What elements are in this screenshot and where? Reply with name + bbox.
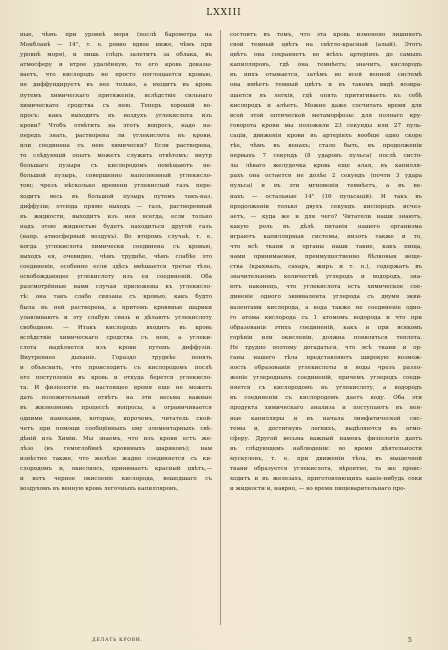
text-line: большой пузырь, совершенно наполненный углекисло- [20, 173, 212, 180]
text-line: путемъ химическаго притяженія, вслѣдствіе сильнаго [20, 92, 212, 99]
text-line: четъ при помощи сообщённыхъ ему элементарныхъ свѣ- [20, 425, 212, 432]
text-line: въ слѣдующемъ наблюденіи: во время дѣятельности [230, 445, 422, 452]
text-line: диненіе одного эквивалента углерода съ двумя экви- [230, 294, 422, 301]
text-line: темы и, достигнувъ легкихъ, выдѣляются въ атмо- [230, 425, 422, 432]
text-line: свой темный цвѣтъ на свѣтло-красный (алый). Этотъ [230, 42, 422, 49]
text-line: говорота крови мы положили 23 секунды или 27 пуль- [230, 122, 422, 129]
text-line: его поступленія въ кровь и откуда берется углекисло- [20, 375, 212, 382]
text-line: Не трудно поэтому догадаться, что всѣ ткани и ор- [230, 344, 422, 351]
text-line: Внутреннее дыханіе. Гораздо труднѣе понять [20, 355, 212, 361]
text-line: нами принимаемая, преимущественно бѣлковыя веще- [230, 254, 422, 261]
text-line: ства (крахмалъ, сахаръ, жиръ и т. п.), содержатъ въ [230, 264, 422, 271]
text-line: го атома кислорода съ 1 атомомъ водорода и что при [230, 314, 422, 321]
text-line: валентами кислорода, а вода также не соединеніе одно- [230, 304, 422, 311]
text-line: тѣ: она такъ слабо связана съ кровью, какъ будто [20, 294, 212, 301]
text-line: мускуловъ, т. е. при движеніи тѣла, въ мышечной [230, 455, 422, 462]
text-line: Монбланѣ — 14", т. е. ровно вдвое ниже, чѣмъ при [20, 42, 212, 49]
text-line: одними намеками, которые, впрочемъ, читатель ской- [20, 415, 212, 422]
text-line: слородомъ и, окисляясь, принимаетъ красный цвѣтъ,— [20, 466, 212, 473]
text-line: передъ знать, растворена ли углекислота въ крови, [20, 132, 212, 139]
text-line: ваетъ, что кислородъ не просто поглощается кровью, [20, 72, 212, 79]
text-line: химическаго сродства съ нею. Теперь хорошій во- [20, 102, 212, 109]
text-line: первыхъ 7 секундъ (8 ударовъ пульса) послѣ систо- [230, 153, 422, 160]
text-line: рахъ она остается не долѣе 2 секундъ (почти 3 удара [230, 173, 422, 180]
text-line: сферу. Другой весьма важный намекъ физіологія даетъ [230, 435, 422, 442]
text-line: извѣстно также, что желѣзо жадно соединяется съ ки- [20, 455, 212, 462]
text-line: вслѣдствіе химическаго сродства съ нею, а углеки- [20, 334, 212, 341]
text-line: слота выдѣляется изъ крови путемъ диффузіи. [20, 344, 212, 351]
text-line: играютъ капиллярныя системы, низоть также и то, [230, 233, 422, 240]
text-line: была въ ней растворена, а притомъ кровяные шарики [20, 304, 212, 311]
text-line: или соединена съ нею химически? Если растворена, [20, 143, 212, 150]
text-line: соединеніе, особенно если здѣсь вмѣшается третье тѣло, [20, 264, 212, 271]
text-line: диффузіи; отсюда прямо выходъ — газъ, растворенный [20, 203, 212, 210]
text-line: какую роль въ дѣлѣ питанія нашего организма [230, 223, 422, 230]
text-line: свободною. — Итакъ кислородъ входитъ въ кровь [20, 324, 212, 331]
right-column [230, 30, 422, 494]
text-line: дѣній изъ Химіи. Мы знаемъ, что изъ крови естъ же- [20, 435, 212, 442]
text-line: и вотъ черное окисленіе кислорода, вошедшаго съ [20, 476, 212, 483]
text-line: значительномъ количествѣ углеродъ и водородъ, зна- [230, 274, 422, 281]
text-line: саціи, движенія крови въ артеріяхъ вообще одно скоре [230, 132, 422, 139]
column-divider [220, 30, 221, 625]
text-line: тѣе, чѣмъ въ венахъ; стало быть, въ продолженіи [230, 143, 422, 150]
text-line: то слѣдующій опытъ можетъ служить отвѣтомъ: внутр [20, 153, 212, 160]
text-line: цвѣтъ она сохраняетъ во всѣхъ артеріяхъ до самыхъ [230, 52, 422, 59]
text-line: дать положительный отвѣтъ на эти весьма важные [20, 395, 212, 402]
text-line: разсмотрённые нами случая приложены къ углекисло- [20, 284, 212, 291]
text-line: она имѣетъ темный цвѣтъ и въ такомъ видѣ возвра- [230, 82, 422, 89]
footer-signature: ДЕЛАТЬ КРОВИ. [92, 638, 143, 643]
text-line: крови? Чтобъ отвѣтить на этотъ вопросъ, надо на- [20, 122, 212, 129]
text-line: образованіи этихъ соединеній, какъ и при всякомъ [230, 324, 422, 331]
text-line: уровнѣ моря), и лишь слѣдъ залетитъ за облака, въ [20, 52, 212, 59]
text-line: выходъ ея, очевидно, чѣмъ труднѣе, чѣмъ слабѣе это [20, 254, 212, 261]
text-line: та. И физіологія въ настоящее время еще не можетъ [20, 385, 212, 392]
text-line: аетъ, — куда же и для чего? Читатели наши знаютъ, [230, 213, 422, 220]
text-line: няется съ кислородомъ въ углекислоту, а водородъ [230, 385, 422, 392]
text-line: надъ этою жидкостью будетъ находиться другой газъ [20, 223, 212, 230]
text-line: ные, чѣмъ при уровнѣ моря (послѣ барометра на [20, 32, 212, 38]
text-line: и жидкости и, наврно, — во время пищеварительнаго про- [230, 486, 406, 493]
text-line: ные капилляры и въ начала лимфатической сис- [230, 415, 422, 422]
text-line: состоитъ въ томъ, что эта кровь изменено лишняетъ [230, 32, 422, 38]
text-line: тою; чрезъ нѣсколько времени углекислый газъ пере- [20, 183, 212, 190]
text-line: воздухомъ въ венную кровь легочныхъ капилляровъ, [20, 486, 179, 493]
text-line: горѣніи или окисленіи, должна появляться теплота. [230, 334, 422, 341]
text-line: освобождающее углекислоту изъ ея соединеній. Оба [20, 274, 212, 281]
text-line: продолженіи только двухъ секундъ кислородъ исчез- [230, 203, 422, 210]
text-line: не диффундируетъ въ нее только, а входитъ въ кровь [20, 82, 212, 89]
text-line: нахъ — остальные 14" (16 пульсацій). И такъ въ [230, 193, 422, 200]
text-line: ходитъ весь въ большой пузырь путемъ такъ-наз. [20, 193, 212, 200]
text-line: лѣзо (въ гемоглобинѣ кровяныхъ шариковъ); нам [20, 445, 212, 452]
text-line: ткани образуется углекислота, вѣроятно, та же проис- [230, 466, 422, 473]
text-line: ходитъ и въ железахъ, приготовляющихъ какіе-нибудь соки [230, 476, 422, 483]
page-number: LXXIII [206, 8, 242, 18]
text-line: въ жизненномъ процессѣ вопросы, а ограничивается [20, 405, 212, 412]
left-column [20, 30, 212, 494]
text-line: въ жидкости, выходитъ изъ нея всегда, если только [20, 213, 212, 220]
text-line: ность образованія углекислоты и воды чрезъ разло- [230, 365, 422, 372]
text-line: продукта химическаго анализа и поступаютъ въ вен- [230, 405, 422, 412]
footer-mark: 5 [408, 637, 412, 644]
text-line: что всѣ ткани и органы наши такие, какъ пища, [230, 243, 422, 250]
text-line: когда углекислота химически соединена съ кровью, [20, 243, 212, 250]
text-line: большаго пузыря съ кислородомъ помѣщаютъ не- [20, 163, 212, 170]
text-line: ютъ наконецъ, что углекислота есть химическое сое- [230, 284, 422, 291]
text-line: щается въ легкія, гдѣ опять притягиваетъ къ себѣ [230, 92, 422, 99]
text-line: просъ: какъ выходитъ въ воздухъ углекислота изъ [20, 112, 212, 119]
text-line: въ соединеніи съ кислородомъ даетъ воду. Оба эти [230, 395, 422, 402]
text-line: пульса) и въ эти мгновенія темнѣетъ, а въ ве- [230, 183, 422, 190]
text-line: лы лѣваго желудочка кровь еще алая, въ капилля- [230, 163, 422, 170]
text-line: (напр. атмосферный воздухъ). Во второмъ случаѣ, т. е. [20, 233, 212, 240]
text-line: и объяснить, что происходитъ съ кислородомъ послѣ [20, 365, 212, 372]
text-line: кислородъ и алѣетъ. Можно даже сосчитать время для [230, 102, 422, 109]
text-line: ганы нашего тѣла представляютъ широкую возмож- [230, 355, 422, 361]
text-line: капилляровъ, гдѣ она темнѣетъ; значитъ, кислородъ [230, 62, 422, 69]
text-line: всей этой оптической метаморфозы: для полнаго кру- [230, 112, 422, 119]
text-line: атмосферу и втрое удалённую, то его кровь доказы- [20, 62, 212, 69]
text-line: въ нихъ отымается, затѣмъ во всей венной системѣ [230, 72, 422, 79]
text-line: женіе углеродныхъ соединеній, причемъ углеродъ соеди- [230, 375, 422, 382]
text-line: улавливаютъ и эту слабую связь и дѣлаютъ углекислоту [20, 314, 212, 321]
